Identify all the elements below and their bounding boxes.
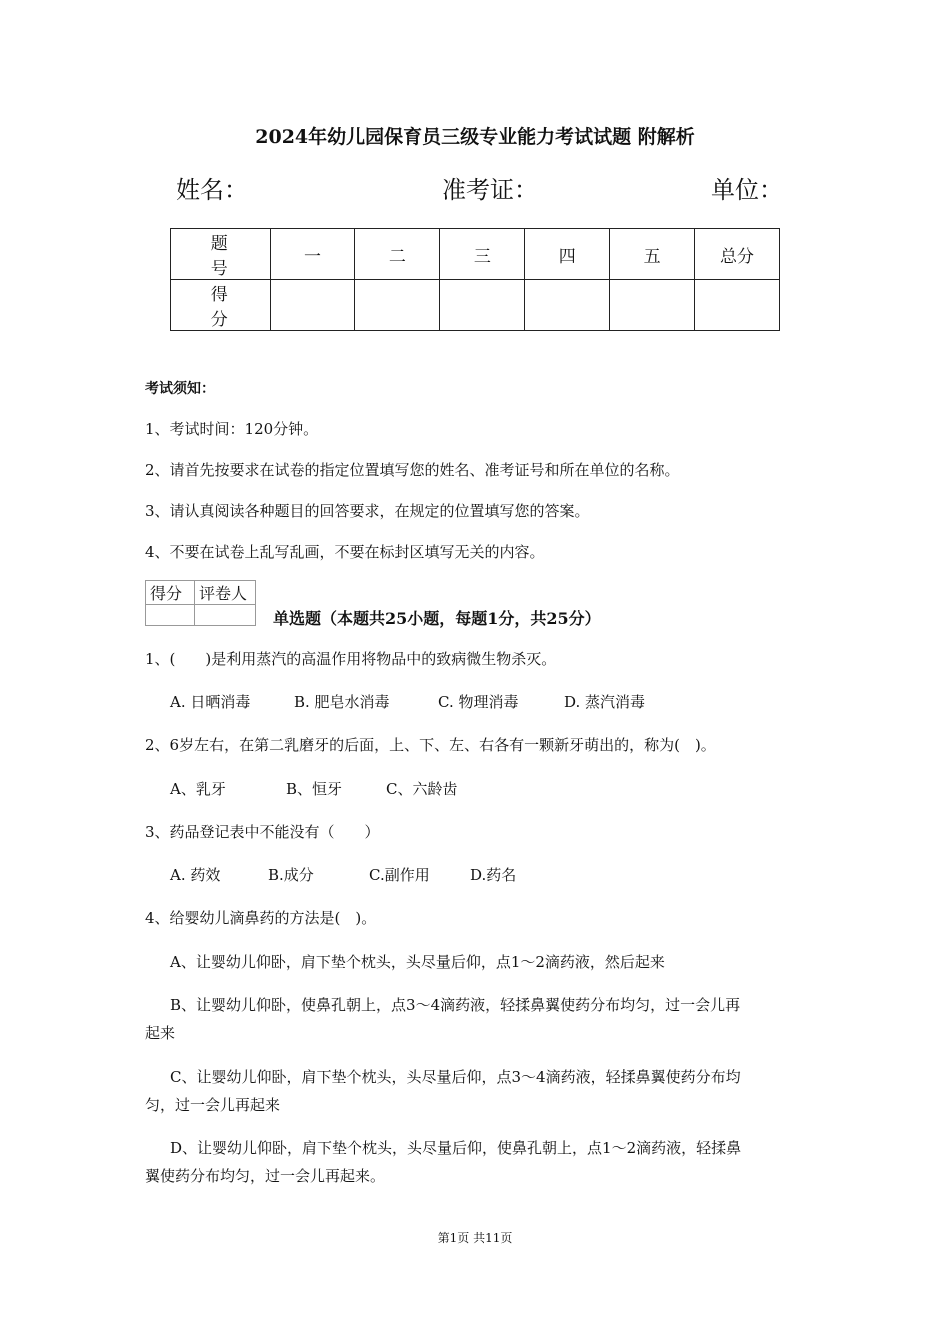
question-1: 1、( )是利用蒸汽的高温作用将物品中的致病微生物杀灭。 bbox=[145, 650, 557, 668]
question-3: 3、药品登记表中不能没有（ ） bbox=[145, 823, 380, 841]
score-table-score-label: 得 分 bbox=[171, 280, 271, 331]
question-2-option: B、恒牙 bbox=[286, 780, 343, 798]
question-1-option: D. 蒸汽消毒 bbox=[564, 693, 646, 711]
question-2-option: C、六龄齿 bbox=[386, 780, 458, 798]
score-input-cell[interactable] bbox=[695, 280, 780, 331]
question-4-option-d-cont: 翼使药分布均匀，过一会儿再起来。 bbox=[145, 1167, 386, 1185]
page-footer: 第1页 共11页 bbox=[437, 1231, 513, 1245]
grader-reviewer-cell[interactable] bbox=[195, 605, 256, 626]
notice-item: 3、请认真阅读各种题目的回答要求，在规定的位置填写您的答案。 bbox=[145, 502, 590, 520]
exam-id-field-label: 准考证： bbox=[442, 176, 538, 204]
name-field-label: 姓名： bbox=[176, 176, 248, 204]
question-3-option: B.成分 bbox=[268, 866, 314, 884]
score-table-header-cell: 五 bbox=[610, 229, 695, 280]
score-input-cell[interactable] bbox=[270, 280, 355, 331]
question-4-option-b: B、让婴幼儿仰卧，使鼻孔朝上，点3～4滴药液，轻揉鼻翼使药分布均匀，过一会儿再 bbox=[170, 996, 741, 1014]
score-table-header-cell: 二 bbox=[355, 229, 440, 280]
question-1-option: C. 物理消毒 bbox=[438, 693, 519, 711]
grader-score-label: 得分 bbox=[146, 581, 195, 605]
score-table bbox=[170, 228, 780, 331]
question-4-option-d: D、让婴幼儿仰卧，肩下垫个枕头，头尽量后仰，使鼻孔朝上，点1～2滴药液，轻揉鼻 bbox=[170, 1139, 742, 1157]
section-title: 单选题（本题共25小题，每题1分，共25分） bbox=[273, 609, 601, 628]
score-input-cell[interactable] bbox=[525, 280, 610, 331]
question-4-option-b-cont: 起来 bbox=[145, 1024, 176, 1042]
score-table-header-label: 题 号 bbox=[171, 229, 271, 280]
notice-item: 2、请首先按要求在试卷的指定位置填写您的姓名、准考证号和所在单位的名称。 bbox=[145, 461, 680, 479]
score-table-header-cell: 总分 bbox=[695, 229, 780, 280]
question-4-option-a: A、让婴幼儿仰卧，肩下垫个枕头，头尽量后仰，点1～2滴药液，然后起来 bbox=[170, 953, 665, 971]
question-3-option: A. 药效 bbox=[170, 866, 221, 884]
grader-score-cell[interactable] bbox=[146, 605, 195, 626]
question-2-option: A、乳牙 bbox=[170, 780, 226, 798]
question-1-option: B. 肥皂水消毒 bbox=[294, 693, 390, 711]
page-title: 2024年幼儿园保育员三级专业能力考试试题 附解析 bbox=[255, 126, 695, 148]
score-table-score-row bbox=[171, 280, 780, 331]
score-input-cell[interactable] bbox=[440, 280, 525, 331]
question-3-option: C.副作用 bbox=[369, 866, 430, 884]
question-4-option-c-cont: 匀，过一会儿再起来 bbox=[145, 1096, 281, 1114]
score-input-cell[interactable] bbox=[610, 280, 695, 331]
notice-heading: 考试须知： bbox=[145, 381, 215, 397]
grader-reviewer-label: 评卷人 bbox=[195, 581, 256, 605]
score-table-header-cell: 三 bbox=[440, 229, 525, 280]
score-table-header-cell: 四 bbox=[525, 229, 610, 280]
question-4-option-c: C、让婴幼儿仰卧，肩下垫个枕头，头尽量后仰，点3～4滴药液，轻揉鼻翼使药分布均 bbox=[170, 1068, 741, 1086]
score-input-cell[interactable] bbox=[355, 280, 440, 331]
question-3-option: D.药名 bbox=[470, 866, 517, 884]
score-table-header-row bbox=[171, 229, 780, 280]
question-4: 4、给婴幼儿滴鼻药的方法是( )。 bbox=[145, 909, 377, 927]
grader-table bbox=[145, 580, 256, 626]
unit-field-label: 单位： bbox=[711, 176, 783, 204]
question-1-option: A. 日晒消毒 bbox=[170, 693, 251, 711]
question-2: 2、6岁左右，在第二乳磨牙的后面，上、下、左、右各有一颗新牙萌出的，称为( )。 bbox=[145, 736, 716, 754]
score-table-header-cell: 一 bbox=[270, 229, 355, 280]
notice-item: 4、不要在试卷上乱写乱画，不要在标封区填写无关的内容。 bbox=[145, 543, 545, 561]
notice-item: 1、考试时间：120分钟。 bbox=[145, 420, 319, 438]
